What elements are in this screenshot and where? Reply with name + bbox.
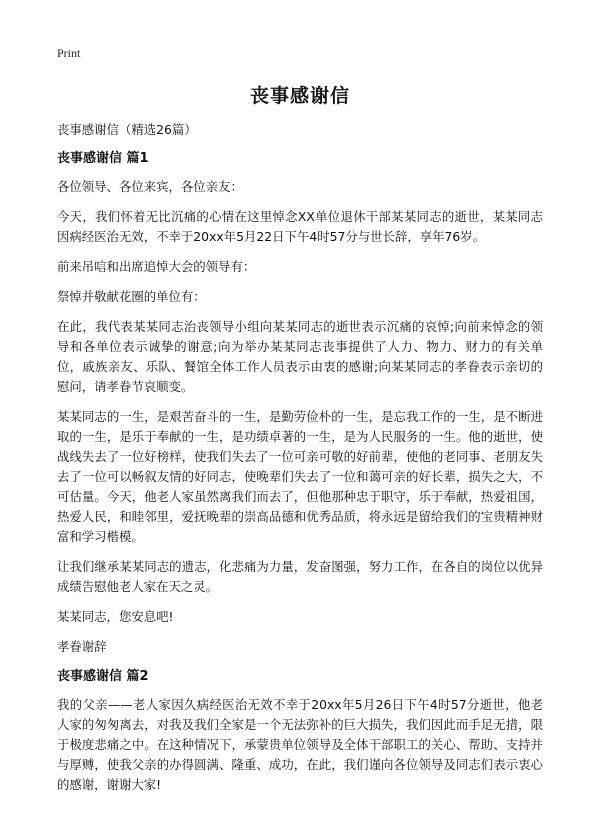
section-heading: 丧事感谢信 篇1 — [57, 151, 149, 166]
paragraph: 今天，我们怀着无比沉痛的心情在这里悼念XX单位退休干部某某同志的逝世，某某同志因病经医治无效，不幸于20xx年5月22日下午4时57分与世长辞，享年76岁。 — [57, 209, 543, 244]
paragraph: 孝眷谢辞 — [57, 639, 107, 654]
document-body — [57, 120, 543, 805]
paragraph: 我的父亲——老人家因久病经医治无效不幸于20xx年5月26日下午4时57分逝世，他老人家的匆匆离去，对我及我们全家是一个无法弥补的巨大损失，我们因此而手足无措，限于极度悲痛之中。在这种情况下，承蒙贵单位领导及全体干部职工的关心、帮助、支持并与厚赙，使我父亲的办得圆满、隆重、成功，在此，我们谨向各位领导及同志们表示衷心的感谢，谢谢大家! — [57, 697, 543, 792]
print-link[interactable]: Print — [57, 46, 81, 60]
paragraph: 某某同志的一生，是艰苦奋斗的一生，是勤劳俭朴的一生，是忘我工作的一生，是不断进取的一生，是乐于奉献的一生，是功绩卓著的一生，是为人民服务的一生。他的逝世，使战线失去了一位好榜样，使我们失去了一位可亲可敬的好前辈，使他的老同事、老朋友失去了一位可以畅叙友情的好同志，使晚辈们失去了一位和蔼可亲的好长辈，损失之大，不可估量。今天，他老人家虽然离我们而去了，但他那种忠于职守，乐于奉献，热爱祖国，热爱人民，和睦邻里，爱抚晚辈的崇高品德和优秀品质，将永远是留给我们的宝贵精神财富和学习楷模。 — [57, 409, 543, 544]
section-1 — [57, 149, 543, 657]
paragraph: 前来吊唁和出席追悼大会的领导有： — [57, 259, 256, 274]
paragraph: 各位领导、各位来宾，各位亲友： — [57, 179, 243, 194]
paragraph: 在此，我代表某某同志治丧领导小组向某某同志的逝世表示沉痛的哀悼;向前来悼念的领导和各单位表示诚挚的谢意;向为举办某某同志丧事提供了人力、物力、财力的有关单位，戚族亲友、乐队、餐馆全体工作人员表示由衷的感谢;向某某同志的孝眷表示亲切的慰问，请孝眷节哀顺变。 — [57, 319, 543, 394]
paragraph: 某某同志，您安息吧! — [57, 609, 174, 624]
document-title: 丧事感谢信 — [249, 85, 350, 107]
document-subtitle: 丧事感谢信（精选26篇） — [57, 122, 197, 137]
section-2 — [57, 667, 543, 795]
section-heading: 丧事感谢信 篇2 — [57, 669, 149, 684]
paragraph: 祭悼并敬献花圈的单位有： — [57, 289, 206, 304]
paragraph: 让我们继承某某同志的遗志，化悲痛为力量，发奋图强，努力工作，在各自的岗位以优异成绩告慰他老人家在天之灵。 — [57, 559, 543, 594]
